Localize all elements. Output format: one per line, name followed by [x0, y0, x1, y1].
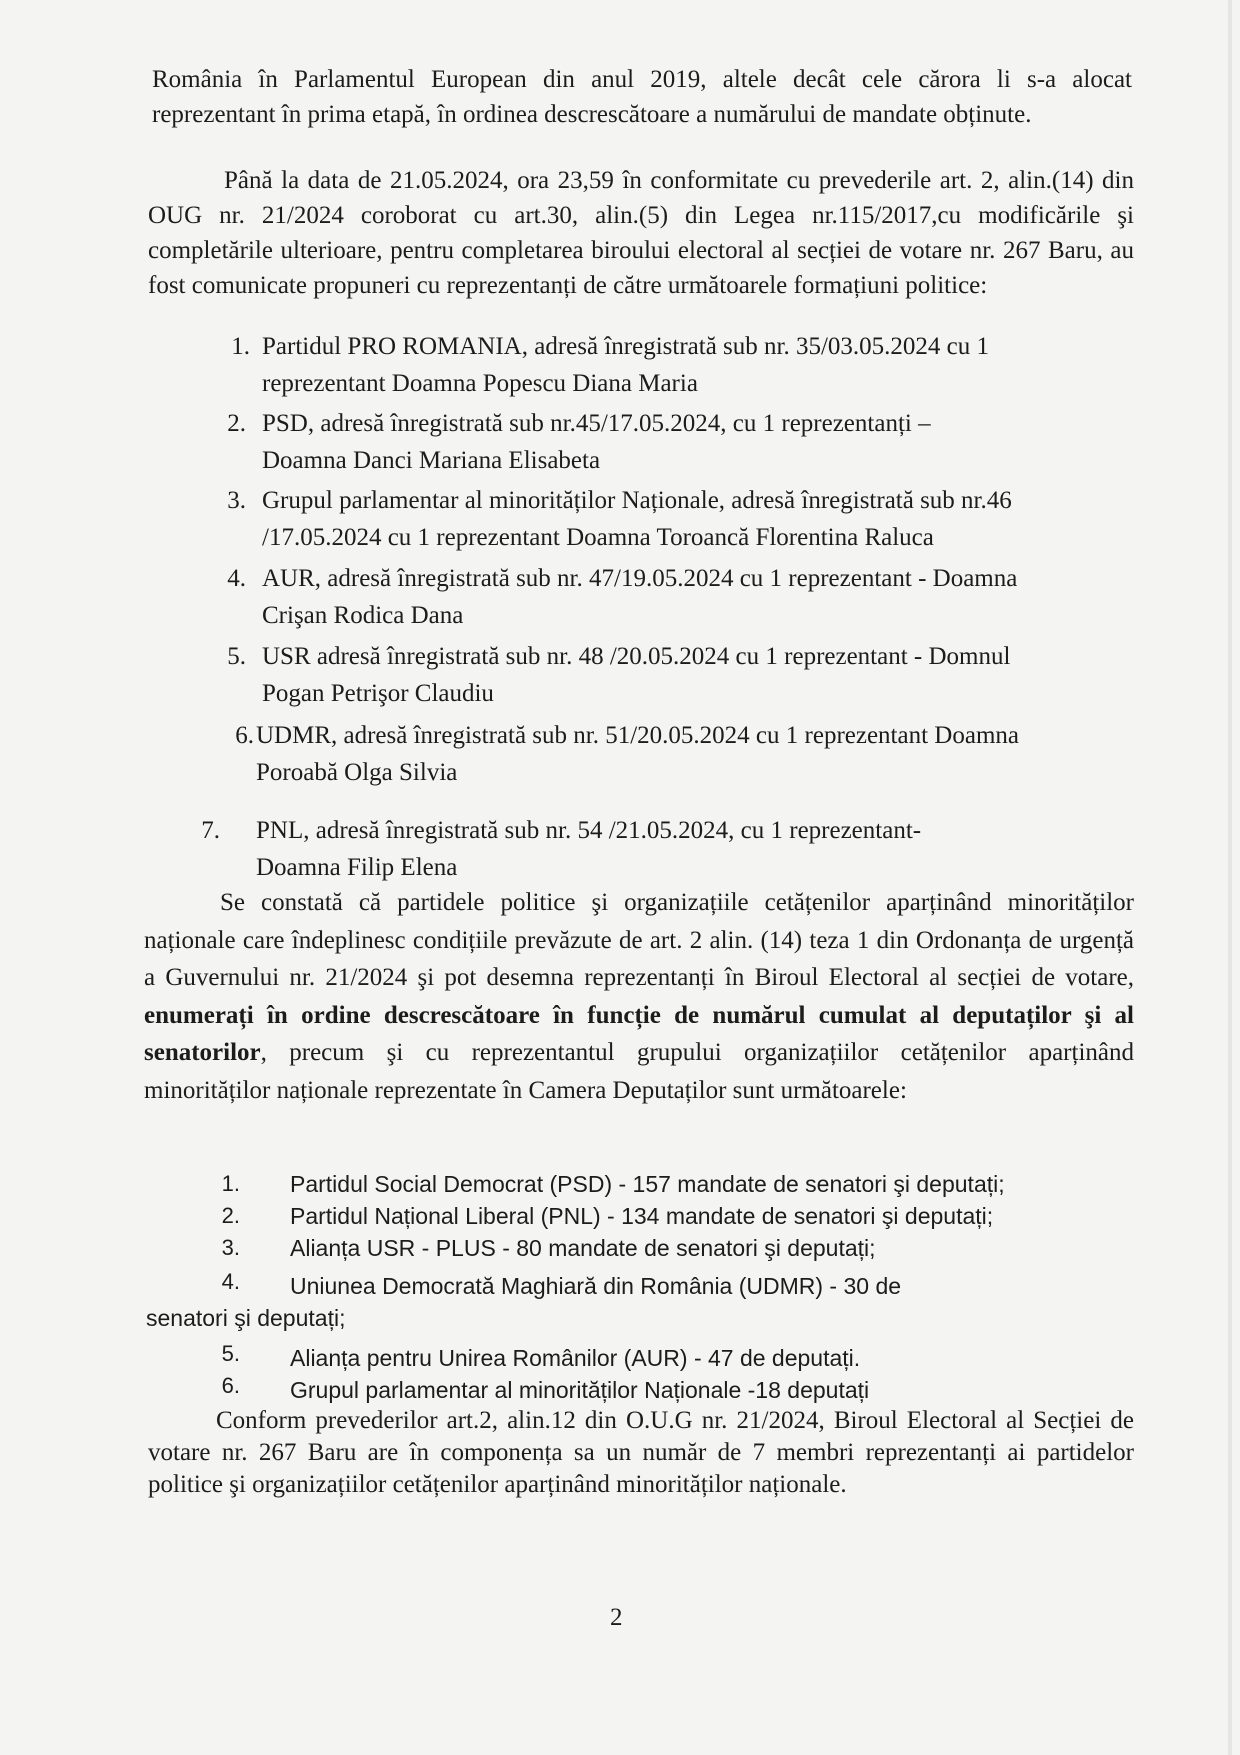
list-item-line: UDMR, adresă înregistrată sub nr. 51/20.05.2024 cu 1 reprezentant Doamna: [256, 722, 1019, 749]
list-item-number: 4.: [227, 565, 246, 592]
list-item-line: Doamna Filip Elena: [256, 854, 458, 881]
paragraph-bold-text: enumerați în ordine descrescătoare în funcție de numărul cumulat al deputaților şi al senatorilor: [144, 1001, 1134, 1066]
list-item-text: Alianța USR - PLUS - 80 mandate de senatori şi deputați;: [290, 1235, 876, 1261]
list-item-number: 1.: [231, 333, 250, 360]
list-item-line: USR adresă înregistrată sub nr. 48 /20.05.2024 cu 1 reprezentant - Domnul: [262, 643, 1011, 670]
list-item-number: 5.: [227, 643, 246, 670]
paragraph-text: Se constată că partidele politice şi organizațiile cetățenilor aparținând minorităților naționale care îndeplinesc condițiile prevăzute de art. 2 alin. (14) teza 1 din Ordonanța de urgență a Guvernului nr. 21/2024 şi pot desemna reprezentanți în Biroul Electoral al secției de votare,: [144, 889, 1134, 991]
list-item-number: 2.: [227, 410, 246, 437]
page-number: 2: [610, 1604, 623, 1631]
list-item-text: Alianța pentru Unirea Românilor (AUR) - 47 de deputați.: [290, 1345, 861, 1371]
list-item-line: Pogan Petrişor Claudiu: [262, 680, 494, 707]
list-item-line: reprezentant Doamna Popescu Diana Maria: [262, 370, 698, 397]
list-item-line: Crişan Rodica Dana: [262, 602, 464, 629]
list-item-line: PSD, adresă înregistrată sub nr.45/17.05.2024, cu 1 reprezentanți –: [262, 410, 931, 437]
paragraph-text: , precum şi cu reprezentantul grupului organizațiilor cetățenilor aparținând minorităților naționale reprezentate în Camera Deputaților sunt următoarele:: [144, 1039, 1134, 1104]
scan-artifact: [1228, 0, 1232, 1755]
list-item-number: 4.: [221, 1269, 240, 1294]
list-item-line: AUR, adresă înregistrată sub nr. 47/19.05.2024 cu 1 reprezentant - Doamna: [262, 565, 1018, 592]
list-item-text: Partidul Social Democrat (PSD) - 157 mandate de senatori şi deputați;: [290, 1171, 1005, 1197]
list-item-line: PNL, adresă înregistrată sub nr. 54 /21.05.2024, cu 1 reprezentant-: [256, 817, 922, 844]
list-item-number: 6.: [235, 722, 254, 749]
list-item-continuation: senatori şi deputați;: [146, 1305, 346, 1331]
list-item-number: 1.: [221, 1171, 240, 1196]
list-item-text: Uniunea Democrată Maghiară din România (UDMR) - 30 de: [290, 1273, 902, 1299]
list-item-number: 3.: [221, 1235, 240, 1260]
list-item-number: 2.: [221, 1203, 240, 1228]
eligible-parties-paragraph: [144, 884, 1134, 1109]
list-item-line: Partidul PRO ROMANIA, adresă înregistrată sub nr. 35/03.05.2024 cu 1: [262, 333, 990, 360]
list-item-text: Partidul Național Liberal (PNL) - 134 mandate de senatori şi deputați;: [290, 1203, 994, 1229]
list-item-line: Poroabă Olga Silvia: [256, 759, 458, 786]
list-item-line: /17.05.2024 cu 1 reprezentant Doamna Toroancă Florentina Raluca: [262, 524, 934, 551]
proposals-paragraph: Până la data de 21.05.2024, ora 23,59 în conformitate cu prevederile art. 2, alin.(14) din OUG nr. 21/2024 coroborat cu art.30, alin.(5) din Legea nr.115/2017,cu modificările şi completările ulterioare, pentru completarea biroului electoral al secției de votare nr. 267 Baru, au fost comunicate propuneri cu reprezentanți de către următoarele formațiuni politice:: [148, 167, 1134, 299]
list-item-number: 7.: [201, 817, 220, 844]
list-item-number: 5.: [221, 1341, 240, 1366]
list-item-number: 6.: [221, 1373, 240, 1398]
composition-paragraph: Conform prevederilor art.2, alin.12 din O.U.G nr. 21/2024, Biroul Electoral al Secției de votare nr. 267 Baru are în componența sa un număr de 7 membri reprezentanți ai partidelor politice şi organizațiilor cetățenilor aparținând minorităților naționale.: [148, 1407, 1134, 1498]
list-item-line: Doamna Danci Mariana Elisabeta: [262, 447, 601, 474]
list-item-line: Grupul parlamentar al minorităților Naționale, adresă înregistrată sub nr.46: [262, 487, 1012, 514]
list-item-text: Grupul parlamentar al minorităților Naționale -18 deputați: [290, 1377, 870, 1403]
intro-paragraph: România în Parlamentul European din anul 2019, altele decât cele cărora li s-a alocat reprezentant în prima etapă, în ordinea descrescătoare a numărului de mandate obținute.: [152, 66, 1132, 128]
list-item-number: 3.: [227, 487, 246, 514]
